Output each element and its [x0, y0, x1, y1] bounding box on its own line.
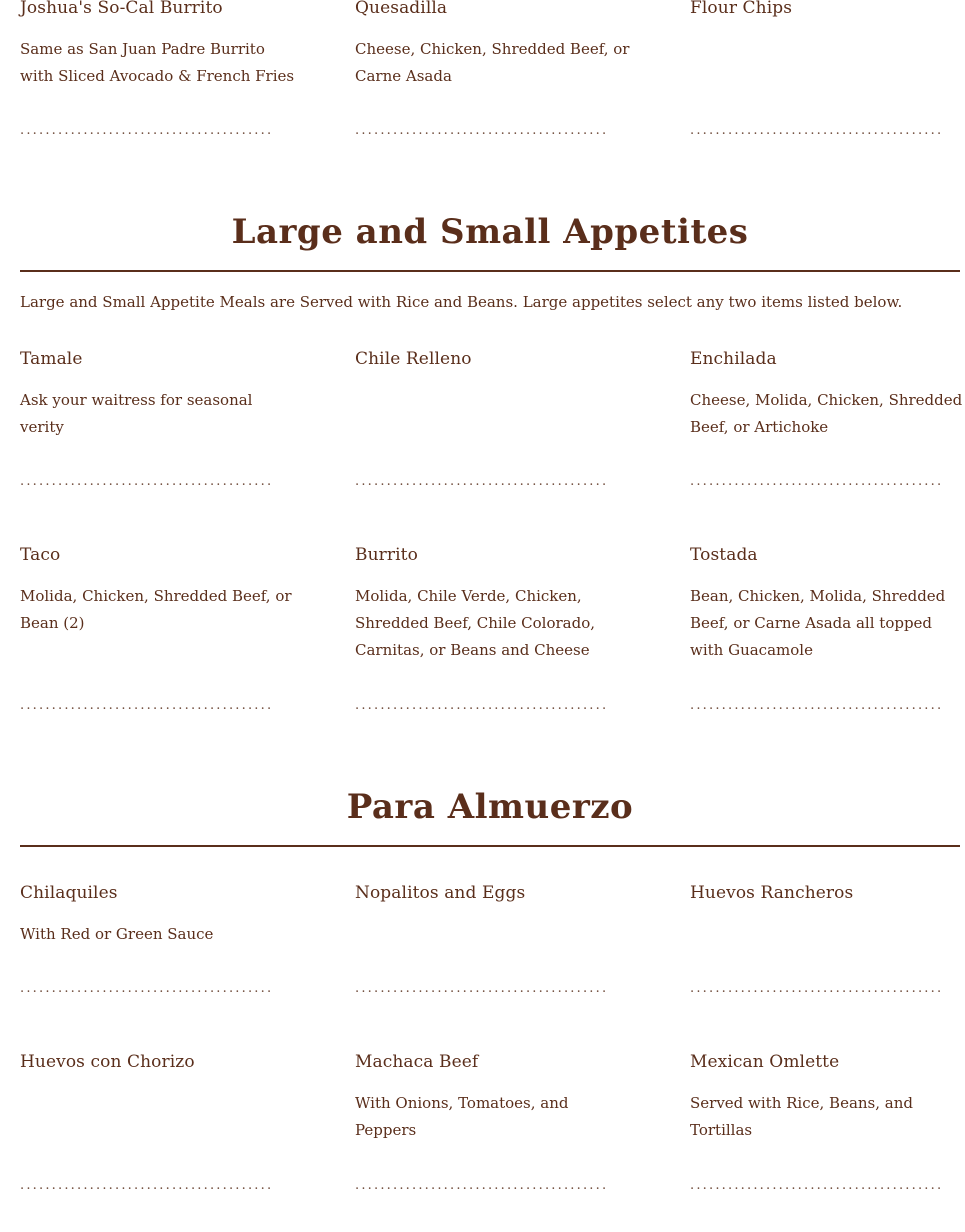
- price-dot-leader: ........................................: [20, 477, 274, 487]
- menu-item: [690, 0, 965, 36]
- price-dot-leader: ........................................: [355, 984, 609, 994]
- price-dot-leader: ........................................: [355, 477, 609, 487]
- section-intro: Large and Small Appetite Meals are Served with Rice and Beans. Large appetites select any two items listed below.: [20, 293, 903, 311]
- price-dot-leader: ........................................: [690, 126, 944, 136]
- menu-item: [20, 0, 295, 90]
- menu-item-description: Bean, Chicken, Molida, Shredded Beef, or Carne Asada all topped with Guacamole: [690, 587, 946, 659]
- menu-item-name: Huevos con Chorizo: [20, 1052, 195, 1072]
- price-dot-leader: ........................................: [690, 477, 944, 487]
- menu-item: [690, 883, 965, 921]
- menu-item-name: Chile Relleno: [355, 349, 472, 369]
- menu-item-description: Cheese, Chicken, Shredded Beef, or Carne Asada: [355, 40, 630, 85]
- price-dot-leader: ........................................: [20, 701, 274, 711]
- menu-item-description: Served with Rice, Beans, and Tortillas: [690, 1094, 913, 1139]
- menu-item-name: Taco: [20, 545, 61, 565]
- menu-item: [355, 0, 630, 90]
- menu-item-description: Molida, Chicken, Shredded Beef, or Bean (2): [20, 587, 292, 632]
- menu-item-name: Burrito: [355, 545, 418, 565]
- menu-item-name: Flour Chips: [690, 0, 793, 18]
- menu-item: [690, 1052, 965, 1144]
- menu-item: [690, 545, 965, 664]
- section-title-appetites: Large and Small Appetites: [231, 212, 749, 252]
- price-dot-leader: ........................................: [355, 1181, 609, 1191]
- menu-item: [355, 349, 630, 387]
- menu-item-name: Joshua's So-Cal Burrito: [20, 0, 223, 18]
- price-dot-leader: ........................................: [690, 984, 944, 994]
- menu-item-description: Cheese, Molida, Chicken, Shredded Beef, or Artichoke: [690, 391, 963, 436]
- price-dot-leader: ........................................: [20, 984, 274, 994]
- menu-item-name: Quesadilla: [355, 0, 448, 18]
- menu-item-name: Chilaquiles: [20, 883, 118, 903]
- menu-item: [355, 1052, 630, 1144]
- menu-item: [20, 883, 295, 948]
- menu-item: [355, 883, 630, 921]
- price-dot-leader: ........................................: [690, 1181, 944, 1191]
- menu-item: [20, 1052, 295, 1090]
- menu-item-name: Tostada: [690, 545, 758, 565]
- menu-item: [20, 545, 295, 637]
- menu-item: [20, 349, 295, 441]
- menu-item: [690, 349, 965, 441]
- section-divider: [20, 845, 960, 847]
- menu-item-description: Same as San Juan Padre Burrito with Sliced Avocado & French Fries: [20, 40, 295, 85]
- menu-item-name: Nopalitos and Eggs: [355, 883, 526, 903]
- section-title-almuerzo: Para Almuerzo: [346, 787, 634, 827]
- price-dot-leader: ........................................: [355, 701, 609, 711]
- menu-item-name: Enchilada: [690, 349, 777, 369]
- menu-item-description: Molida, Chile Verde, Chicken, Shredded Beef, Chile Colorado, Carnitas, or Beans and Cheese: [355, 587, 595, 659]
- menu-item-description: With Red or Green Sauce: [20, 925, 214, 943]
- menu-item-name: Mexican Omlette: [690, 1052, 840, 1072]
- menu-item-name: Huevos Rancheros: [690, 883, 854, 903]
- menu-item-description: Ask your waitress for seasonal verity: [20, 391, 253, 436]
- price-dot-leader: ........................................: [20, 1181, 274, 1191]
- menu-page: [20, 0, 963, 1232]
- menu-item-name: Machaca Beef: [355, 1052, 479, 1072]
- price-dot-leader: ........................................: [20, 126, 274, 136]
- menu-item-description: With Onions, Tomatoes, and Peppers: [355, 1094, 569, 1139]
- price-dot-leader: ........................................: [355, 126, 609, 136]
- menu-item: [355, 545, 630, 664]
- price-dot-leader: ........................................: [690, 701, 944, 711]
- menu-item-name: Tamale: [20, 349, 83, 369]
- section-divider: [20, 270, 960, 272]
